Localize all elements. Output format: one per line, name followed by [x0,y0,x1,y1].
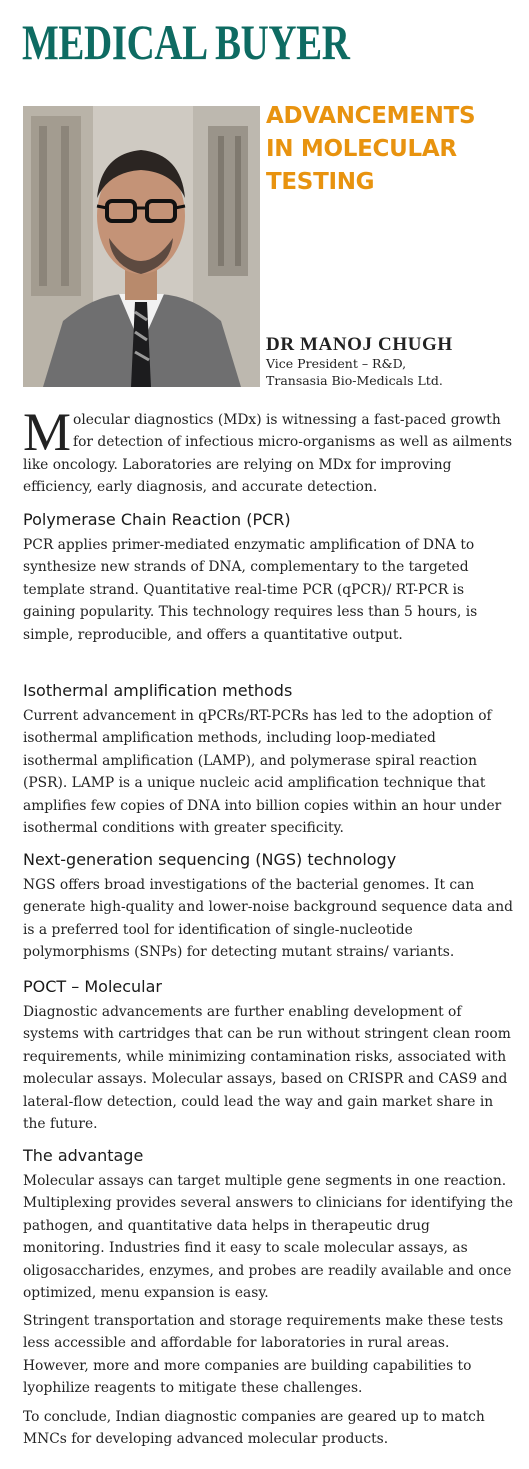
section-heading-poct: POCT – Molecular [23,977,163,996]
section-paragraph-advantage-3: To conclude, Indian diagnostic companies are geared up to match MNCs for developing advanced molecular products. [23,1409,485,1448]
author-organization: Transasia Bio-Medicals Ltd. [266,373,443,388]
author-name: DR MANOJ CHUGH [266,334,453,355]
section-paragraph-poct: Diagnostic advancements are further enabling development of systems with cartridges that can be run without stringent clean room requirements, while minimizing contamination risks, associated with molecular assays. Molecular assays, based on CRISPR and CAS9 and lateral-flow detection, could lead the way and gain market share in the future. [23,1004,511,1133]
section-paragraph-advantage-2: Stringent transportation and storage requirements make these tests less accessible and affordable for laboratories in rural areas. However, more and more companies are building capabilities to lyophilize reagents to mitigate these challenges. [23,1313,504,1397]
title-line-3: TESTING [266,169,375,195]
title-line-2: IN MOLECULAR [266,136,457,162]
section-paragraph-isothermal: Current advancement in qPCRs/RT-PCRs has led to the adoption of isothermal amplification methods, including loop-mediated isothermal amplification (LAMP), and polymerase spiral reaction (PSR). LAMP is a unique nucleic acid amplification technique that amplifies few copies of DNA into billion copies within an hour under isothermal conditions with greater specificity. [23,708,502,837]
section-heading-advantage: The advantage [23,1146,144,1165]
title-line-1: ADVANCEMENTS [266,103,476,129]
intro-paragraph [23,402,513,499]
author-role: Vice President – R&D, [266,356,407,371]
intro-text: olecular diagnostics (MDx) is witnessing a fast-paced growth for detection of infectious micro-organisms as well as ailments like oncology. Laboratories are relying on MDx for improving efficiency, early diagnosis, and accurate detection. [23,412,513,496]
section-paragraph-pcr: PCR applies primer-mediated enzymatic amplification of DNA to synthesize new strands of DNA, complementary to the targeted template strand. Quantitative real-time PCR (qPCR)/ RT-PCR is gaining popularity. This technology requires less than 5 hours, is simple, reproducible, and offers a quantitative output. [23,537,478,643]
drop-cap: M [23,402,72,462]
masthead: MEDICAL BUYER [22,14,350,70]
section-paragraph-ngs: NGS offers broad investigations of the bacterial genomes. It can generate high-quality and lower-noise background sequence data and is a preferred tool for identification of single-nucleotide polymorphisms (SNPs) for detecting mutant strains/ variants. [23,877,513,961]
section-heading-ngs: Next-generation sequencing (NGS) technology [23,850,397,869]
author-photo [23,106,260,387]
section-paragraph-advantage-1: Molecular assays can target multiple gene segments in one reaction. Multiplexing provides several answers to clinicians for identifying the pathogen, and quantitative data helps in therapeutic drug monitoring. Industries find it easy to scale molecular assays, as oligosaccharides, enzymes, and probes are readily available and once optimized, menu expansion is easy. [23,1173,514,1302]
section-heading-isothermal: Isothermal amplification methods [23,681,293,700]
section-heading-pcr: Polymerase Chain Reaction (PCR) [23,510,291,529]
article-title [266,100,516,199]
